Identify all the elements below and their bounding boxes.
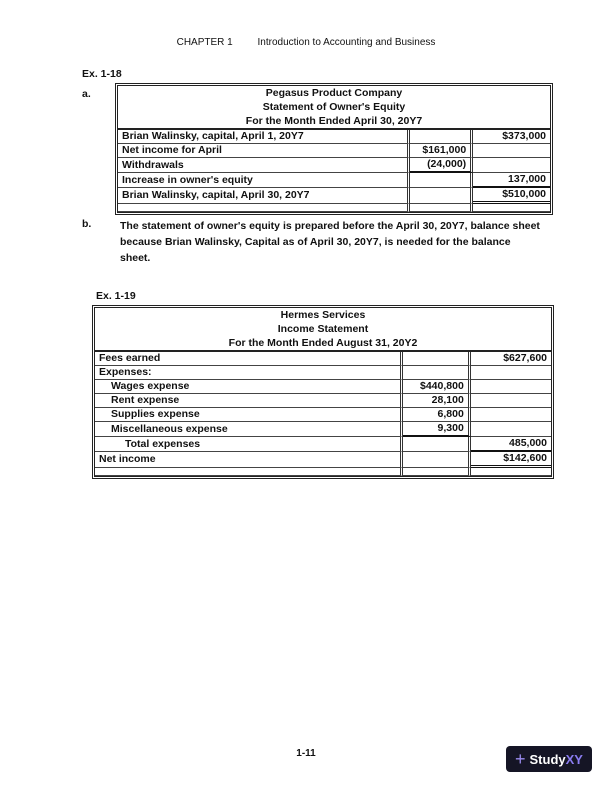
statement-period: For the Month Ended April 30, 20Y7 bbox=[118, 114, 550, 130]
row-amount-col2 bbox=[403, 452, 471, 468]
table-row-blank bbox=[95, 468, 551, 476]
company-name: Hermes Services bbox=[280, 309, 366, 321]
chapter-number: CHAPTER 1 bbox=[176, 37, 233, 48]
page-number: 1-11 bbox=[296, 748, 316, 759]
row-label: Fees earned bbox=[95, 352, 403, 366]
row-label: Brian Walinsky, capital, April 1, 20Y7 bbox=[118, 130, 410, 144]
row-label: Wages expense bbox=[95, 380, 403, 394]
table-row bbox=[95, 422, 551, 437]
row-label: Net income bbox=[95, 452, 403, 468]
row-amount-col2: $440,800 bbox=[403, 380, 471, 394]
row-amount-col3 bbox=[471, 422, 551, 437]
exercise-label-1-18: Ex. 1-18 bbox=[82, 68, 122, 80]
row-amount-col2: (24,000) bbox=[410, 158, 474, 173]
row-amount-col2 bbox=[403, 437, 471, 452]
row-amount-col2 bbox=[410, 173, 474, 188]
company-name: Pegasus Product Company bbox=[265, 87, 403, 99]
row-amount-col3: $142,600 bbox=[471, 452, 551, 468]
table-row bbox=[118, 144, 550, 158]
row-amount-col2: 6,800 bbox=[403, 408, 471, 422]
row-label: Expenses: bbox=[95, 366, 403, 380]
blank-cell bbox=[471, 468, 551, 476]
badge-text bbox=[530, 752, 583, 767]
table-row bbox=[95, 437, 551, 452]
table-row bbox=[118, 130, 550, 144]
table-row bbox=[95, 352, 551, 366]
table-row bbox=[95, 366, 551, 380]
row-amount-col3 bbox=[471, 394, 551, 408]
badge-brand-accent: XY bbox=[565, 751, 583, 767]
row-amount-col3 bbox=[473, 158, 550, 173]
row-amount-col3: 137,000 bbox=[473, 173, 550, 188]
row-label: Brian Walinsky, capital, April 30, 20Y7 bbox=[118, 188, 410, 204]
row-label: Rent expense bbox=[95, 394, 403, 408]
row-amount-col3: 485,000 bbox=[471, 437, 551, 452]
chapter-title: Introduction to Accounting and Business bbox=[257, 37, 436, 48]
table-row-blank bbox=[118, 204, 550, 212]
row-label: Net income for April bbox=[118, 144, 410, 158]
part-a-label: a. bbox=[82, 88, 91, 100]
row-label: Total expenses bbox=[95, 437, 403, 452]
plus-icon: + bbox=[515, 749, 526, 769]
row-amount-col2: $161,000 bbox=[410, 144, 474, 158]
table-row bbox=[118, 188, 550, 204]
row-amount-col2 bbox=[410, 130, 474, 144]
table-row bbox=[95, 452, 551, 468]
blank-cell bbox=[410, 204, 474, 212]
blank-cell bbox=[473, 204, 550, 212]
row-label: Withdrawals bbox=[118, 158, 410, 173]
row-amount-col2 bbox=[403, 352, 471, 366]
owners-equity-statement bbox=[115, 83, 553, 215]
row-amount-col3 bbox=[473, 144, 550, 158]
income-statement bbox=[92, 305, 554, 479]
blank-cell bbox=[118, 204, 410, 212]
row-amount-col2: 9,300 bbox=[403, 422, 471, 437]
row-amount-col3: $373,000 bbox=[473, 130, 550, 144]
statement-title: Income Statement bbox=[277, 323, 369, 335]
answer-b-text: The statement of owner's equity is prepared before the April 30, 20Y7, balance sheet because Brian Walinsky, Capital as of April 30, 20Y7, is needed for the balance sheet. bbox=[120, 220, 540, 264]
exercise-label-1-19: Ex. 1-19 bbox=[96, 290, 136, 302]
table-row bbox=[118, 173, 550, 188]
row-amount-col3 bbox=[471, 408, 551, 422]
table-row bbox=[95, 408, 551, 422]
statement-period: For the Month Ended August 31, 20Y2 bbox=[95, 336, 551, 352]
part-b-label: b. bbox=[82, 218, 92, 230]
row-amount-col2 bbox=[403, 366, 471, 380]
page-header bbox=[0, 37, 612, 48]
table-row bbox=[118, 158, 550, 173]
row-amount-col2 bbox=[410, 188, 474, 204]
statement-title: Statement of Owner's Equity bbox=[262, 101, 406, 113]
badge-brand: Study bbox=[529, 751, 566, 767]
row-label: Supplies expense bbox=[95, 408, 403, 422]
studyxy-badge[interactable] bbox=[506, 746, 592, 772]
table-row bbox=[95, 394, 551, 408]
blank-cell bbox=[403, 468, 471, 476]
row-amount-col3: $627,600 bbox=[471, 352, 551, 366]
row-amount-col3 bbox=[471, 380, 551, 394]
row-amount-col3 bbox=[471, 366, 551, 380]
blank-cell bbox=[95, 468, 403, 476]
row-label: Miscellaneous expense bbox=[95, 422, 403, 437]
row-amount-col2: 28,100 bbox=[403, 394, 471, 408]
table-row bbox=[95, 380, 551, 394]
row-label: Increase in owner's equity bbox=[118, 173, 410, 188]
row-amount-col3: $510,000 bbox=[473, 188, 550, 204]
